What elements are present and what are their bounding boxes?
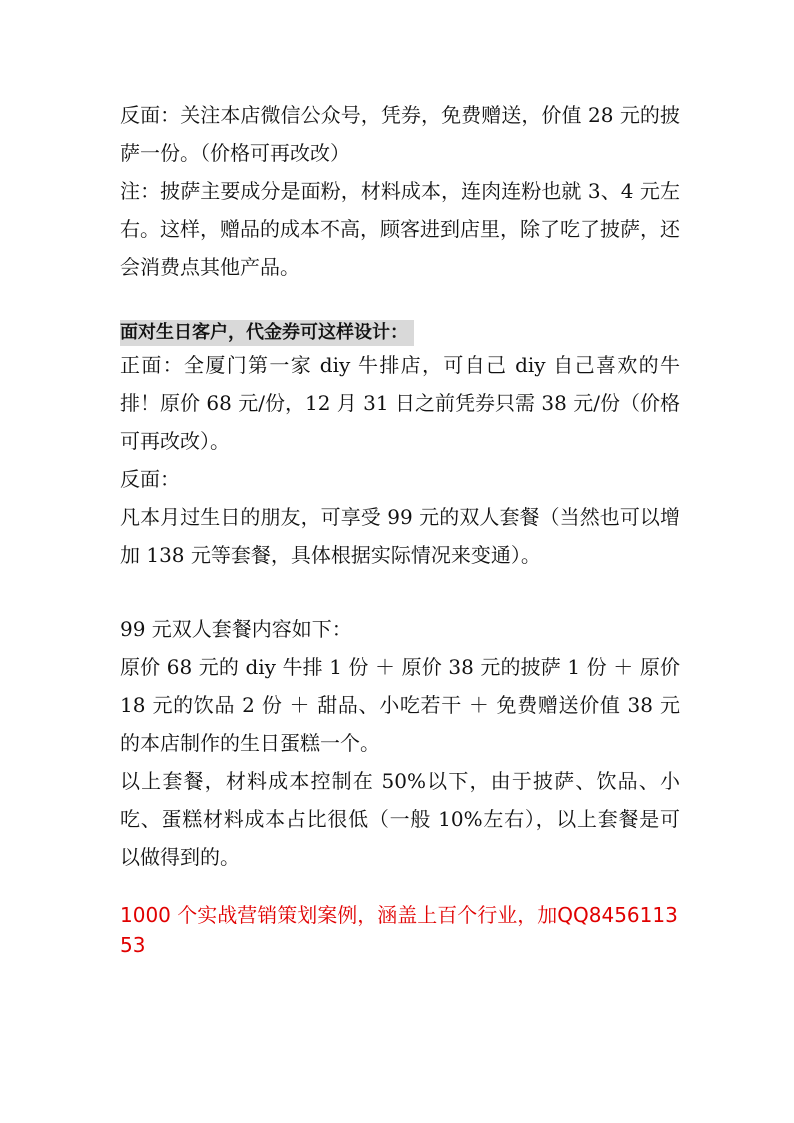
spacer (120, 574, 680, 610)
paragraph-package-cost: 以上套餐，材料成本控制在 50%以下，由于披萨、饮品、小吃、蛋糕材料成本占比很低（一般 10%左右），以上套餐是可以做得到的。 (120, 769, 680, 869)
paragraph-package-intro: 99 元双人套餐内容如下： (120, 617, 352, 641)
paragraph-back-label: 反面： (120, 467, 180, 491)
spacer (120, 286, 680, 320)
spacer (120, 876, 680, 900)
paragraph-note-cost: 注：披萨主要成分是面粉，材料成本，连肉连粉也就 3、4 元左右。这样，赠品的成本不高，顾客进到店里，除了吃了披萨，还会消费点其他产品。 (120, 179, 680, 279)
document-body (120, 96, 680, 960)
section-heading-birthday: 面对生日客户，代金券可这样设计： (120, 320, 414, 346)
paragraph-package-contents: 原价 68 元的 diy 牛排 1 份 ＋ 原价 38 元的披萨 1 份 ＋ 原价 18 元的饮品 2 份 ＋ 甜品、小吃若干 ＋ 免费赠送价值 38 元的本店制作的生日蛋糕一个。 (120, 655, 680, 755)
paragraph-birthday-offer: 凡本月过生日的朋友，可享受 99 元的双人套餐（当然也可以增加 138 元等套餐，具体根据实际情况来变通）。 (120, 505, 680, 567)
paragraph-back-side-pizza: 反面：关注本店微信公众号，凭券，免费赠送，价值 28 元的披萨一份。（价格可再改改） (120, 103, 680, 165)
paragraph-front-side-steak: 正面：全厦门第一家 diy 牛排店，可自己 diy 自己喜欢的牛排！原价 68 元/份，12 月 31 日之前凭券只需 38 元/份（价格可再改改）。 (120, 353, 680, 453)
promo-contact-text: 1000 个实战营销策划案例，涵盖上百个行业，加QQ845611353 (120, 903, 678, 957)
